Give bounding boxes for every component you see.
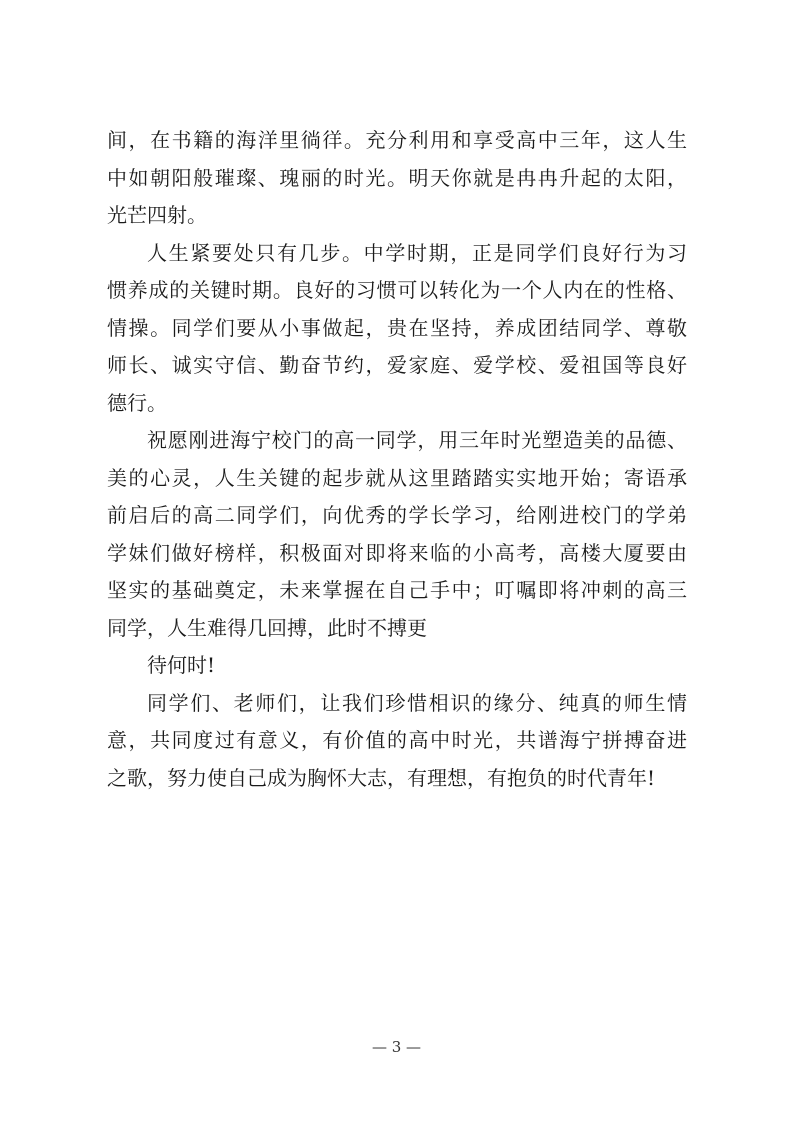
paragraph-line: 之歌，努力使自己成为胸怀大志，有理想，有抱负的时代青年! <box>107 765 656 790</box>
paragraph-line: 前启后的高二同学们，向优秀的学长学习，给刚进校门的学弟 <box>107 503 687 527</box>
paragraph-line: 德行。 <box>107 390 167 415</box>
paragraph-line: 同学，人生难得几回搏，此时不搏更 <box>107 615 427 640</box>
paragraph-line: 待何时! <box>147 653 216 677</box>
paragraph-line: 坚实的基础奠定，未来掌握在自己手中；叮嘱即将冲刺的高三 <box>107 578 687 602</box>
paragraph-line: 光芒四射。 <box>107 203 207 227</box>
paragraph-line: 同学们、老师们，让我们珍惜相识的缘分、纯真的师生情 <box>147 690 687 715</box>
paragraph-line: 祝愿刚进海宁校门的高一同学，用三年时光塑造美的品德、 <box>147 428 687 452</box>
paragraph-line: 师长、诚实守信、勤奋节约，爱家庭、爱学校、爱祖国等良好 <box>107 353 687 377</box>
page-number: — 3 — <box>371 1038 422 1056</box>
document-body <box>107 122 687 797</box>
paragraph-line: 学妹们做好榜样，积极面对即将来临的小高考，高楼大厦要由 <box>107 540 687 565</box>
paragraph-line: 意，共同度过有意义，有价值的高中时光，共谱海宁拼搏奋进 <box>107 728 687 752</box>
paragraph-line: 惯养成的关键时期。良好的习惯可以转化为一个人内在的性格、 <box>107 278 687 302</box>
paragraph-line: 中如朝阳般璀璨、瑰丽的时光。明天你就是冉冉升起的太阳， <box>107 165 687 190</box>
paragraph-line: 间，在书籍的海洋里徜徉。充分利用和享受高中三年，这人生 <box>107 128 687 152</box>
paragraph-line: 美的心灵，人生关键的起步就从这里踏踏实实地开始；寄语承 <box>107 465 687 490</box>
paragraph-line: 情操。同学们要从小事做起，贵在坚持，养成团结同学、尊敬 <box>107 315 687 340</box>
paragraph-line: 人生紧要处只有几步。中学时期，正是同学们良好行为习 <box>147 240 687 265</box>
